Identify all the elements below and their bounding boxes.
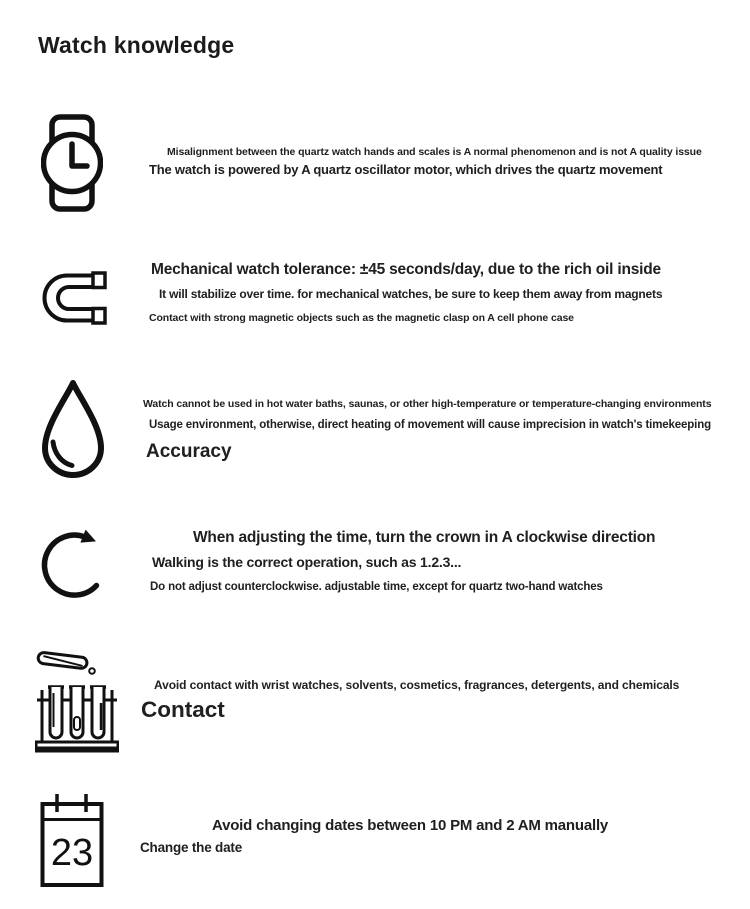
page-title: Watch knowledge: [38, 32, 235, 58]
contact-heading: Contact: [141, 697, 225, 722]
quartz-movement-line: The watch is powered by A quartz oscillator motor, which drives the quartz movement: [149, 162, 663, 177]
calendar-icon: [38, 791, 106, 888]
magnet-stabilize-line: It will stabilize over time. for mechanical watches, be sure to keep them away from magnets: [159, 287, 663, 301]
magnet-contact-line: Contact with strong magnetic objects such as the magnetic clasp on A cell phone case: [149, 312, 574, 324]
date-change-warning-line: Avoid changing dates between 10 PM and 2 AM manually: [212, 817, 609, 834]
usage-environment-line: Usage environment, otherwise, direct heating of movement will cause imprecision in watch's timekeeping: [149, 419, 711, 431]
temperature-warning-line: Watch cannot be used in hot water baths, saunas, or other high-temperature or temperature-changing environments: [143, 398, 712, 410]
calendar-date: 23: [50, 832, 94, 874]
quartz-note-line: Misalignment between the quartz watch hands and scales is A normal phenomenon and is not A quality issue: [167, 146, 702, 158]
accuracy-heading: Accuracy: [146, 441, 232, 462]
chemical-warning-line: Avoid contact with wrist watches, solvents, cosmetics, fragrances, detergents, and chemicals: [154, 678, 680, 692]
change-date-heading: Change the date: [140, 840, 243, 855]
watch-icon: [41, 113, 103, 213]
test-tubes-icon: [35, 645, 119, 753]
magnet-tolerance-line: Mechanical watch tolerance: ±45 seconds/day, due to the rich oil inside: [151, 261, 661, 278]
magnet-icon: [38, 269, 108, 327]
water-drop-icon: [39, 378, 107, 480]
clockwise-arrow-icon: [36, 525, 112, 601]
clockwise-adjust-line: When adjusting the time, turn the crown in A clockwise direction: [193, 529, 656, 546]
walking-operation-line: Walking is the correct operation, such as 1.2.3...: [152, 554, 462, 570]
counterclockwise-warning-line: Do not adjust counterclockwise. adjustable time, except for quartz two-hand watches: [150, 581, 603, 593]
